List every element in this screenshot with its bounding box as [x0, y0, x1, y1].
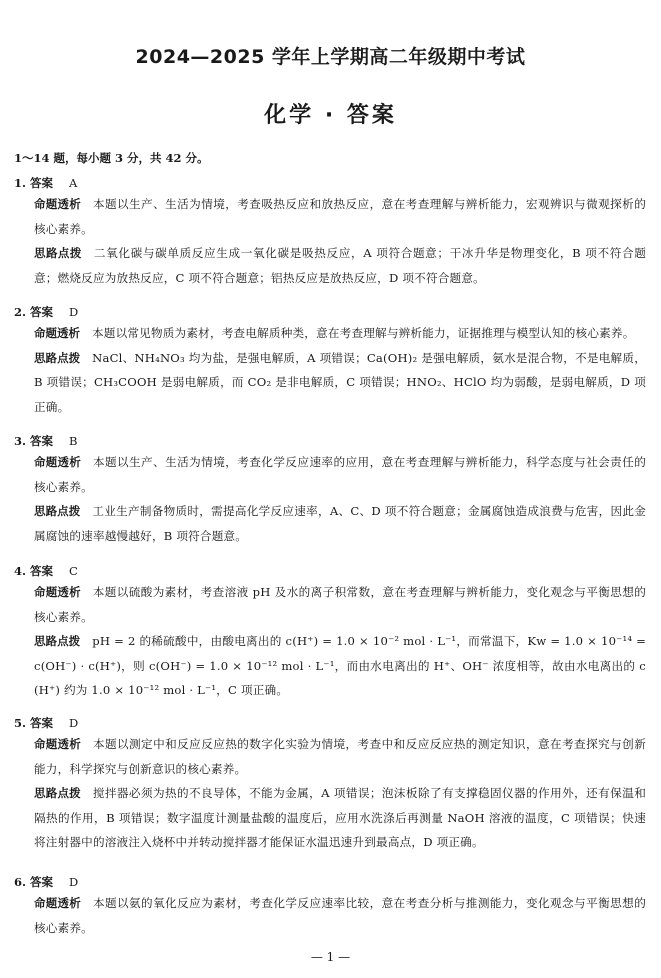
question-number: 3. 答案	[14, 434, 54, 448]
hint-text: 搅拌器必须为热的不良导体，不能为金属，A 项错误；泡沫板除了有支撑稳固仪器的作用外，还有保温和隔热的作用，B 项错误；数字温度计测量盐酸的温度后，应用水洗涤后再测量 NaOH 溶液的温度，C 项错误；快速将注射器中的溶液注入烧杯中并转动搅拌器才能保证水温迅速升到最高点，D 项正确。	[34, 786, 647, 849]
question-answer: A	[69, 176, 78, 190]
question-1	[14, 174, 646, 290]
hint-text: 工业生产制备物质时，需提高化学反应速率，A、C、D 项不符合题意；金属腐蚀造成浪费与危害，因此金属腐蚀的速率越慢越好，B 项符合题意。	[34, 504, 647, 543]
question-answer: C	[69, 564, 78, 578]
hint-text: NaCl、NH₄NO₃ 均为盐，是强电解质，A 项错误；Ca(OH)₂ 是强电解质，氨水是混合物，不是电解质，B 项错误；CH₃COOH 是弱电解质，而 CO₂ 是非电解质，C 项错误；HNO₂、HClO 均为弱酸，是弱电解质，D 项正确。	[34, 350, 647, 414]
question-6	[14, 873, 646, 940]
question-header	[14, 174, 646, 192]
question-header	[14, 714, 646, 732]
analysis-section	[34, 450, 646, 499]
analysis-section	[34, 192, 646, 241]
hint-label: 思路点拨	[34, 634, 81, 648]
analysis-text: 本题以测定中和反应反应热的数字化实验为情境，考查中和反应反应热的测定知识，意在考查探究与创新能力，科学探究与创新意识的核心素养。	[34, 737, 646, 776]
hint-section	[34, 241, 646, 290]
hint-label: 思路点拨	[34, 246, 82, 260]
question-2	[14, 303, 646, 419]
question-number: 5. 答案	[14, 716, 54, 730]
question-header	[14, 303, 646, 321]
question-5	[14, 714, 646, 855]
hint-section	[34, 781, 646, 855]
analysis-text: 本题以生产、生活为情境，考查化学反应速率的应用，意在考查理解与辨析能力，科学态度与社会责任的核心素养。	[34, 455, 646, 494]
question-header	[14, 873, 646, 891]
hint-text: pH = 2 的稀硫酸中，由酸电离出的 c(H⁺) = 1.0 × 10⁻² mol · L⁻¹，而常温下，Kw = 1.0 × 10⁻¹⁴ = c(OH⁻) · c(H⁺)，则 c(OH⁻) = 1.0 × 10⁻¹² mol · L⁻¹，而由水电离出的 H⁺、OH⁻ 浓度相等，故由水电离出的 c(H⁺) 约为 1.0 × 10⁻¹² mol · L⁻¹，C 项正确。	[34, 634, 647, 697]
analysis-label: 命题透析	[34, 737, 81, 751]
question-4	[14, 562, 646, 703]
analysis-text: 本题以氨的氧化反应为素材，考查化学反应速率比较，意在考查分析与推测能力，变化观念与平衡思想的核心素养。	[34, 896, 646, 935]
question-answer: D	[69, 875, 79, 889]
hint-section	[34, 499, 646, 548]
analysis-section	[34, 732, 646, 781]
question-header	[14, 562, 646, 580]
question-number: 6. 答案	[14, 875, 54, 889]
question-number: 4. 答案	[14, 564, 54, 578]
question-header	[14, 432, 646, 450]
analysis-text: 本题以生产、生活为情境，考查吸热反应和放热反应，意在考查理解与辨析能力，宏观辨识与微观探析的核心素养。	[34, 197, 646, 236]
analysis-section	[34, 321, 646, 346]
analysis-text: 本题以常见物质为素材，考查电解质种类，意在考查理解与辨析能力，证据推理与模型认知的核心素养。	[92, 326, 635, 340]
analysis-label: 命题透析	[34, 585, 81, 599]
hint-section	[34, 629, 646, 703]
analysis-label: 命题透析	[34, 197, 81, 211]
hint-label: 思路点拨	[34, 786, 81, 800]
question-number: 1. 答案	[14, 176, 54, 190]
section-intro: 1～14 题，每小题 3 分，共 42 分。	[14, 151, 209, 165]
page-title: 2024—2025 学年上学期高二年级期中考试	[135, 46, 526, 68]
question-answer: B	[69, 434, 78, 448]
question-answer: D	[69, 305, 79, 319]
hint-label: 思路点拨	[34, 350, 81, 365]
analysis-section	[34, 891, 646, 940]
analysis-section	[34, 580, 646, 629]
page-number: — 1 —	[310, 950, 351, 964]
question-answer: D	[69, 716, 79, 730]
analysis-label: 命题透析	[34, 896, 81, 910]
hint-text: 二氧化碳与碳单质反应生成一氧化碳是吸热反应，A 项符合题意；干冰升华是物理变化，B 项不符合题意；燃烧反应为放热反应，C 项不符合题意；铝热反应是放热反应，D 项不符合题意。	[34, 246, 647, 285]
hint-section	[34, 346, 646, 420]
question-3	[14, 432, 646, 548]
analysis-label: 命题透析	[34, 326, 80, 340]
analysis-label: 命题透析	[34, 455, 81, 469]
page-subtitle: 化学 · 答案	[264, 103, 397, 128]
analysis-text: 本题以硫酸为素材，考查溶液 pH 及水的离子积常数，意在考查理解与辨析能力，变化观念与平衡思想的核心素养。	[34, 585, 646, 624]
hint-label: 思路点拨	[34, 504, 81, 518]
question-number: 2. 答案	[14, 305, 54, 319]
